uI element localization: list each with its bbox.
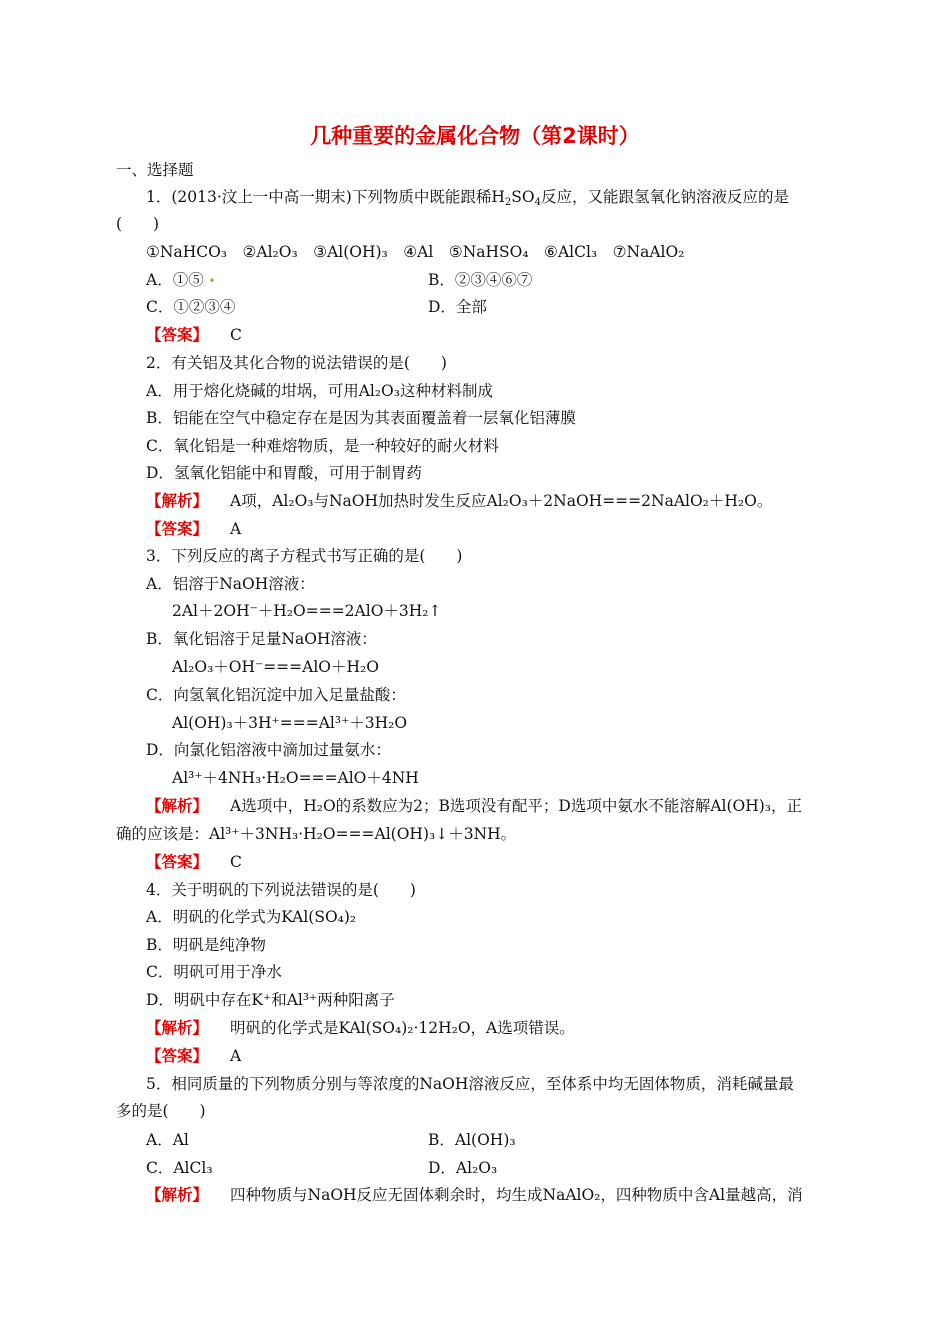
q5-analysis: 【解析】 四种物质与NaOH反应无固体剩余时，均生成NaAlO₂，四种物质中含Al量越高，消: [146, 1185, 803, 1204]
q4-option-b: B．明矾是纯净物: [146, 936, 266, 954]
q5-option-c: C．AlCl₃: [146, 1159, 213, 1177]
q4-option-c: C．明矾可用于净水: [146, 963, 282, 981]
q2-stem: 2．有关铝及其化合物的说法错误的是( ): [146, 354, 447, 372]
q4-option-d: D．明矾中存在K⁺和Al³⁺两种阳离子: [146, 991, 395, 1009]
q5-option-a: A．Al: [146, 1131, 189, 1149]
q1-option-c: C．①②③④: [146, 298, 236, 316]
q5-options-ab: [146, 1130, 846, 1150]
q1-answer: 【答案】 C: [146, 325, 242, 344]
q2-option-d: D．氢氧化铝能中和胃酸，可用于制胃药: [146, 464, 422, 482]
section-heading: 一、选择题: [116, 161, 194, 179]
q5-stem-line2: 多的是( ): [116, 1102, 206, 1120]
q2-analysis: 【解析】 A项，Al₂O₃与NaOH加热时发生反应Al₂O₃＋2NaOH===2NaAlO₂＋H₂O。: [146, 491, 773, 510]
q3-option-c: C．向氢氧化铝沉淀中加入足量盐酸：: [146, 686, 406, 704]
q1-options-ab: [146, 270, 846, 291]
q3-answer: 【答案】 C: [146, 852, 242, 871]
q3-option-d-equation: Al³⁺＋4NH₃·H₂O===AlO＋4NH: [172, 769, 419, 787]
q3-analysis-line1: 【解析】 A选项中，H₂O的系数应为2；B选项没有配平；D选项中氨水不能溶解Al(OH)₃，正: [146, 796, 803, 815]
q4-analysis: 【解析】 明矾的化学式是KAl(SO₄)₂·12H₂O，A选项错误。: [146, 1018, 575, 1037]
q3-analysis-line2: 确的应该是：Al³⁺＋3NH₃·H₂O===Al(OH)₃↓＋3NH。: [116, 825, 517, 843]
q2-option-b: B．铝能在空气中稳定存在是因为其表面覆盖着一层氧化铝薄膜: [146, 409, 576, 427]
q1-items: ①NaHCO₃ ②Al₂O₃ ③Al(OH)₃ ④Al ⑤NaHSO₄ ⑥AlCl₃ ⑦NaAlO₂: [146, 243, 685, 261]
q1-stem: 1．(2013·汶上一中高一期末)下列物质中既能跟稀$H_2SO_4$反应，又能跟氢氧化钠溶液反应的是: [146, 188, 789, 208]
q5-option-d: D．Al₂O₃: [428, 1159, 498, 1177]
q3-option-a-equation: 2Al＋2OH⁻＋H₂O===2AlO＋3H₂↑: [172, 602, 442, 620]
q4-answer: 【答案】 A: [146, 1046, 242, 1065]
q1-option-d: D．全部: [428, 298, 487, 316]
q5-options-cd: [146, 1158, 846, 1178]
q2-answer: 【答案】 A: [146, 519, 242, 538]
q3-option-b-equation: Al₂O₃＋OH⁻===AlO＋H₂O: [172, 658, 379, 676]
q1-stem-bracket: ( ): [116, 215, 160, 233]
q3-stem: 3．下列反应的离子方程式书写正确的是( ): [146, 547, 463, 565]
q5-option-b: B．Al(OH)₃: [428, 1131, 516, 1149]
q3-option-a: A．铝溶于NaOH溶液：: [146, 575, 315, 593]
q3-option-c-equation: Al(OH)₃＋3H⁺===Al³⁺＋3H₂O: [172, 714, 408, 732]
page-title: 几种重要的金属化合物（第2课时）: [310, 124, 640, 148]
q4-option-a: A．明矾的化学式为KAl(SO₄)₂: [146, 908, 357, 926]
q5-stem-line1: 5．相同质量的下列物质分别与等浓度的NaOH溶液反应，至体系中均无固体物质，消耗碱量最: [146, 1075, 794, 1093]
mark-dot-icon: •: [208, 274, 216, 288]
q3-option-b: B．氧化铝溶于足量NaOH溶液：: [146, 630, 377, 648]
q1-option-a: A．①⑤: [146, 271, 204, 289]
q4-stem: 4．关于明矾的下列说法错误的是( ): [146, 881, 416, 899]
q3-option-d: D．向氯化铝溶液中滴加过量氨水：: [146, 741, 391, 759]
q2-option-c: C．氧化铝是一种难熔物质，是一种较好的耐火材料: [146, 437, 499, 455]
q1-options-cd: [146, 297, 846, 317]
q2-option-a: A．用于熔化烧碱的坩埚，可用Al₂O₃这种材料制成: [146, 382, 493, 400]
q1-option-b: B．②③④⑥⑦: [428, 271, 533, 289]
